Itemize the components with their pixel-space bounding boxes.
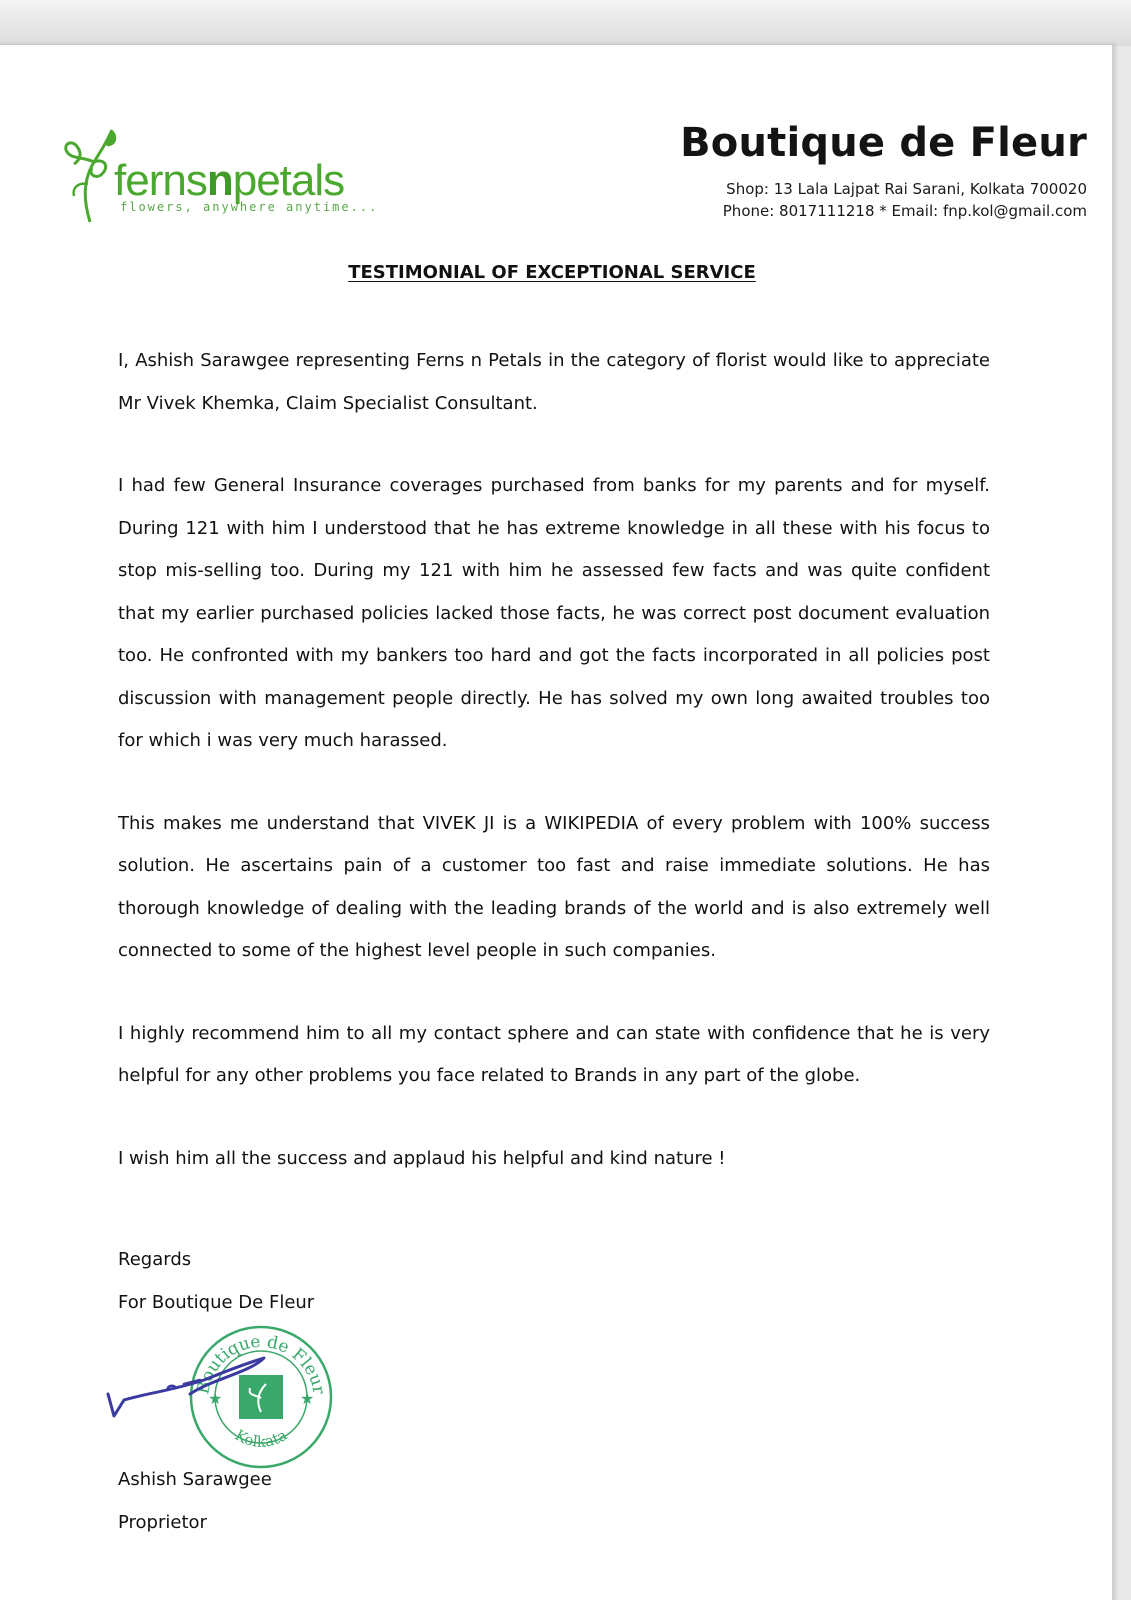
paragraph: I had few General Insurance coverages purchased from banks for my parents and for myself. During 121 with him I understood that he has extreme knowledge in all these with his focus to stop mis-selling too. During my 121 with him he assessed few facts and was quite confident that my earlier purchased policies lacked those facts, he was correct post document evaluation too. He confronted with my bankers too hard and got the facts incorporated in all policies post discussion with management people directly. He has solved my own long awaited troubles too for which i was very much harassed.	[118, 475, 990, 751]
logo-tagline: flowers, anywhere anytime...	[120, 200, 379, 214]
company-name: Boutique de Fleur	[680, 120, 1087, 166]
fnp-logo	[60, 122, 379, 232]
company-address: Shop: 13 Lala Lajpat Rai Sarani, Kolkata 700020	[726, 180, 1087, 198]
signer-name: Ashish Sarawgee	[118, 1469, 272, 1490]
logo-wordmark: fernsnpetals	[114, 156, 345, 205]
for-company-text: For Boutique De Fleur	[118, 1292, 315, 1313]
paragraph: This makes me understand that VIVEK JI is a WIKIPEDIA of every problem with 100% success solution. He ascertains pain of a customer too fast and raise immediate solutions. He has thorough knowledge of dealing with the leading brands of the world and is also extremely well connected to some of the highest level people in such companies.	[118, 812, 990, 961]
seal-star-icon: ★	[208, 1389, 223, 1408]
paragraph: I highly recommend him to all my contact sphere and can state with confidence that he is very helpful for any other problems you face related to Brands in any part of the globe.	[118, 1022, 990, 1086]
regards-text: Regards	[118, 1249, 192, 1270]
letter-body	[118, 340, 990, 1216]
letter-closing	[118, 1238, 314, 1324]
signer-title: Proprietor	[118, 1512, 207, 1533]
paragraph: I wish him all the success and applaud his helpful and kind nature !	[118, 1147, 726, 1169]
flower-logo-icon	[60, 122, 120, 232]
signer-block	[118, 1458, 272, 1544]
handwritten-signature	[104, 1350, 304, 1430]
paragraph: I, Ashish Sarawgee representing Ferns n Petals in the category of florist would like to appreciate Mr Vivek Khemka, Claim Specialist Consultant.	[118, 350, 990, 414]
company-contact: Phone: 8017111218 * Email: fnp.kol@gmail.com	[722, 202, 1087, 220]
letter-heading: TESTIMONIAL OF EXCEPTIONAL SERVICE	[348, 262, 756, 283]
letterhead	[680, 120, 1087, 220]
scan-border	[0, 0, 1131, 46]
seal-bottom-text: Kolkata	[231, 1425, 291, 1451]
seal-star-icon: ★	[300, 1389, 315, 1408]
seal-top-text: Boutique de Fleur	[193, 1331, 329, 1396]
